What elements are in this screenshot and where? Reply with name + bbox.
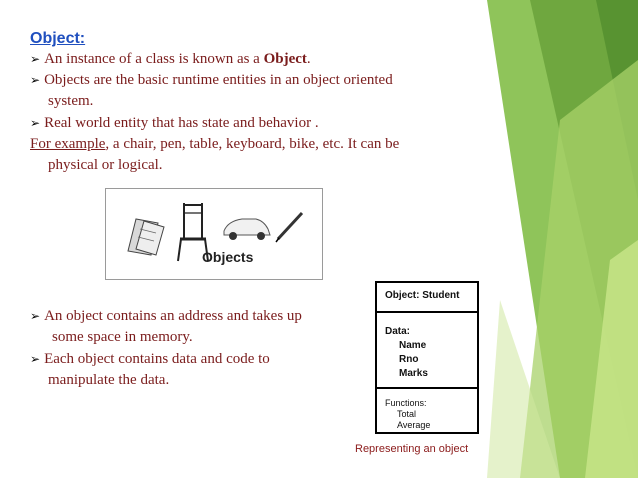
- bullet-runtime: ➢ Objects are the basic runtime entities in an object oriented: [30, 72, 393, 88]
- car-icon: [224, 219, 270, 240]
- arrow-bullet-icon: ➢: [30, 116, 41, 130]
- diagram-data-item: Name: [399, 340, 427, 351]
- objects-image: [105, 188, 323, 280]
- slide-title: Object:: [30, 30, 86, 47]
- books-icon: [128, 219, 164, 255]
- arrow-bullet-icon: ➢: [30, 352, 41, 366]
- bullet-data-code-cont: manipulate the data.: [48, 372, 170, 388]
- bullet-address: ➢ An object contains an address and takes up: [30, 308, 302, 324]
- example-line-cont: physical or logical.: [48, 157, 163, 173]
- diagram-data-item: Marks: [399, 368, 428, 379]
- object-diagram: [375, 281, 479, 434]
- diagram-data-item: Rno: [399, 354, 419, 365]
- bullet-real-world: ➢ Real world entity that has state and behavior .: [30, 115, 319, 131]
- objects-illustration: [106, 189, 322, 279]
- arrow-bullet-icon: ➢: [30, 73, 41, 87]
- diagram-divider: [377, 387, 477, 389]
- bullet-data-code: ➢ Each object contains data and code to: [30, 351, 270, 367]
- diagram-header: Object: Student: [385, 290, 460, 301]
- objects-image-label: Objects: [202, 249, 254, 265]
- diagram-data-label: Data:: [385, 326, 411, 337]
- arrow-bullet-icon: ➢: [30, 309, 41, 323]
- example-line: For example, a chair, pen, table, keyboard, bike, etc. It can be: [30, 136, 400, 152]
- pen-icon: [276, 213, 302, 242]
- arrow-bullet-icon: ➢: [30, 52, 41, 66]
- diagram-functions-label: Functions:: [385, 398, 427, 408]
- diagram-function-item: Average: [397, 420, 431, 430]
- bullet-instance: ➢ An instance of a class is known as a Object.: [30, 51, 311, 67]
- bullet-runtime-cont: system.: [48, 93, 94, 109]
- bullet-address-cont: some space in memory.: [52, 329, 193, 345]
- diagram-divider: [377, 311, 477, 313]
- diagram-caption: Representing an object: [355, 443, 469, 455]
- diagram-function-item: Total: [397, 409, 417, 419]
